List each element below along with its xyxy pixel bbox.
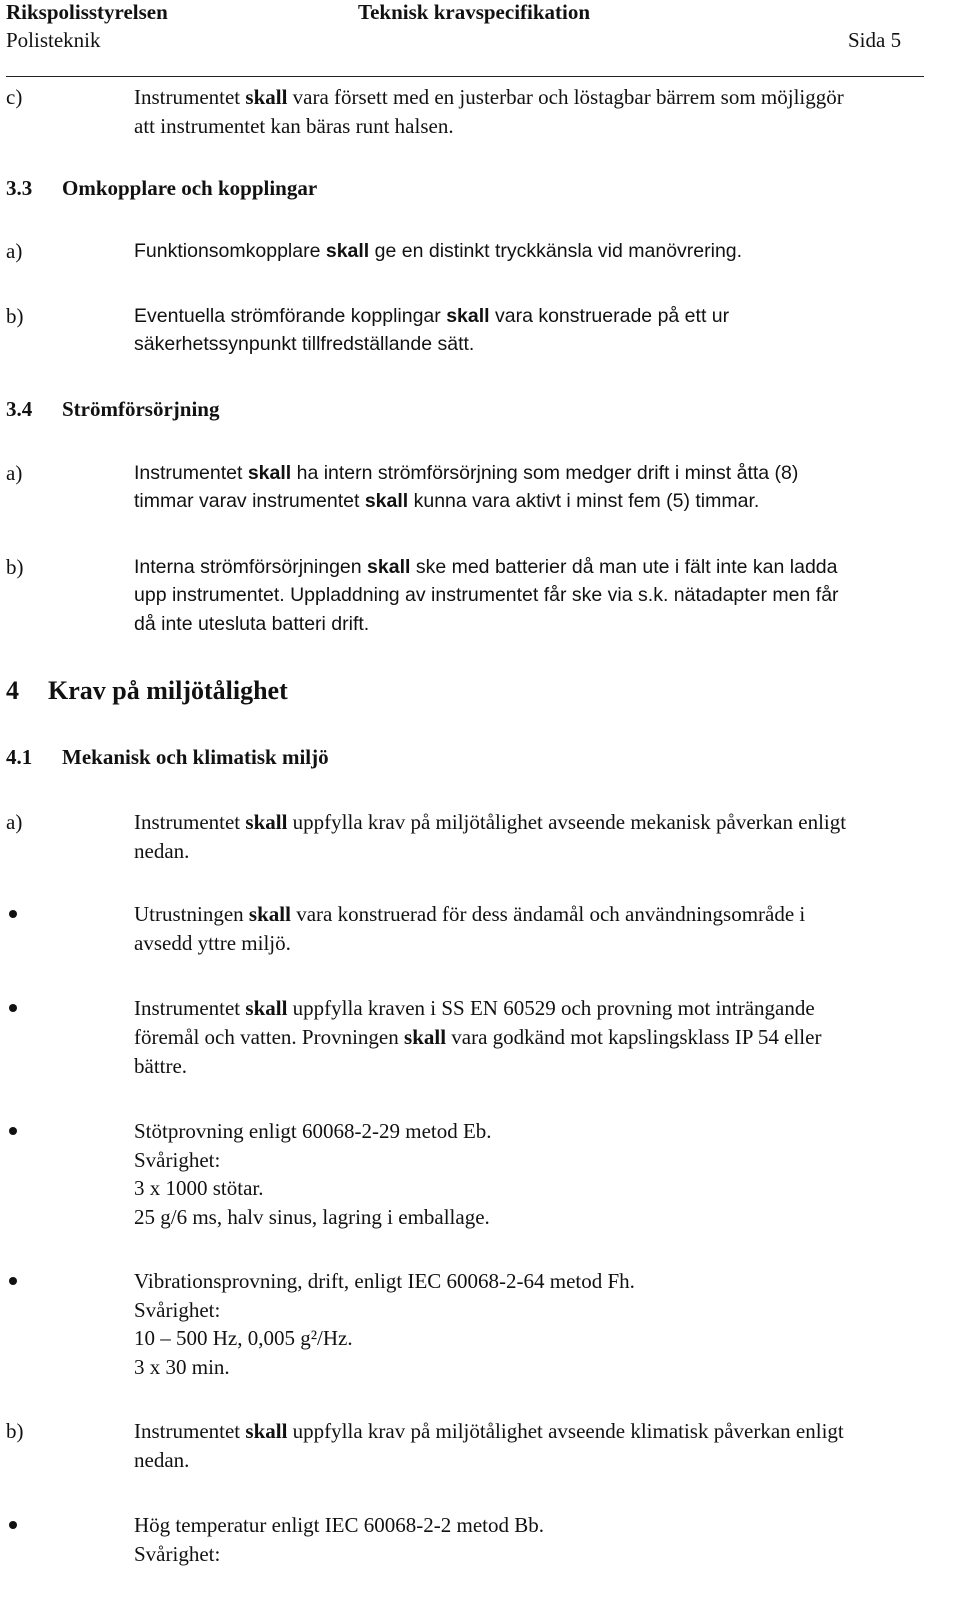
header-rule — [6, 76, 924, 77]
header-org: Rikspolisstyrelsen — [6, 0, 168, 24]
section-number: 4.1 — [6, 745, 33, 769]
paragraph-line: Stötprovning enligt 60068-2-29 metod Eb. — [134, 1119, 492, 1143]
paragraph-line: Instrumentet skall ha intern strömförsörjning som medger drift i minst åtta (8) — [134, 462, 799, 484]
chapter-number: 4 — [6, 676, 19, 705]
paragraph-line: att instrumentet kan bäras runt halsen. — [134, 114, 454, 138]
section-number: 3.4 — [6, 397, 33, 421]
paragraph-line: avsedd yttre miljö. — [134, 931, 291, 955]
item-marker: a) — [6, 461, 23, 485]
bullet-icon — [9, 1127, 17, 1135]
item-marker: a) — [6, 239, 23, 263]
bullet-icon — [9, 910, 17, 918]
header-dept: Polisteknik — [6, 28, 101, 52]
paragraph-line: Svårighet: — [134, 1298, 221, 1322]
paragraph-line: Svårighet: — [134, 1148, 221, 1172]
paragraph-line: 10 – 500 Hz, 0,005 g²/Hz. — [134, 1326, 353, 1350]
paragraph-line: nedan. — [134, 839, 190, 863]
paragraph-line: Funktionsomkopplare skall ge en distinkt tryckkänsla vid manövrering. — [134, 240, 743, 262]
bullet-icon — [9, 1521, 17, 1529]
paragraph-line: föremål och vatten. Provningen skall vara godkänd mot kapslingsklass IP 54 eller — [134, 1025, 822, 1049]
paragraph-line: Hög temperatur enligt IEC 60068-2-2 metod Bb. — [134, 1513, 545, 1537]
section-heading: Strömförsörjning — [62, 397, 220, 421]
paragraph-line: Instrumentet skall vara försett med en justerbar och löstagbar bärrem som möjliggör — [134, 85, 844, 109]
header-doc-title: Teknisk kravspecifikation — [358, 0, 591, 24]
paragraph-line: timmar varav instrumentet skall kunna vara aktivt i minst fem (5) timmar. — [134, 490, 760, 512]
section-heading: Omkopplare och kopplingar — [62, 176, 318, 200]
paragraph-line: Instrumentet skall uppfylla krav på miljötålighet avseende mekanisk påverkan enligt — [134, 810, 847, 834]
paragraph-line: Svårighet: — [134, 1542, 221, 1566]
paragraph-line: bättre. — [134, 1054, 188, 1078]
section-heading: Mekanisk och klimatisk miljö — [62, 745, 329, 769]
bullet-icon — [9, 1004, 17, 1012]
item-marker: b) — [6, 555, 24, 579]
paragraph-line: 25 g/6 ms, halv sinus, lagring i emballage. — [134, 1205, 490, 1229]
paragraph-line: Eventuella strömförande kopplingar skall vara konstruerade på ett ur — [134, 305, 730, 327]
paragraph-line: då inte utesluta batteri drift. — [134, 613, 370, 635]
chapter-heading: Krav på miljötålighet — [48, 676, 288, 705]
paragraph-line: säkerhetssynpunkt tillfredställande sätt. — [134, 333, 475, 355]
paragraph-line: upp instrumentet. Uppladdning av instrumentet får ske via s.k. nätadapter men får — [134, 584, 839, 606]
paragraph-line: 3 x 30 min. — [134, 1355, 230, 1379]
item-marker: b) — [6, 304, 24, 328]
item-marker: a) — [6, 810, 23, 834]
item-marker: b) — [6, 1419, 24, 1443]
paragraph-line: 3 x 1000 stötar. — [134, 1176, 264, 1200]
paragraph-line: Instrumentet skall uppfylla kraven i SS EN 60529 och provning mot inträngande — [134, 996, 815, 1020]
page-number: Sida 5 — [848, 28, 902, 52]
paragraph-line: Instrumentet skall uppfylla krav på miljötålighet avseende klimatisk påverkan enligt — [134, 1419, 844, 1443]
section-number: 3.3 — [6, 176, 33, 200]
paragraph-line: Vibrationsprovning, drift, enligt IEC 60068-2-64 metod Fh. — [134, 1269, 635, 1293]
paragraph-line: Interna strömförsörjningen skall ske med batterier då man ute i fält inte kan ladda — [134, 556, 838, 578]
paragraph-line: Utrustningen skall vara konstruerad för dess ändamål och användningsområde i — [134, 902, 806, 926]
paragraph-line: nedan. — [134, 1448, 190, 1472]
bullet-icon — [9, 1277, 17, 1285]
item-marker: c) — [6, 85, 23, 109]
